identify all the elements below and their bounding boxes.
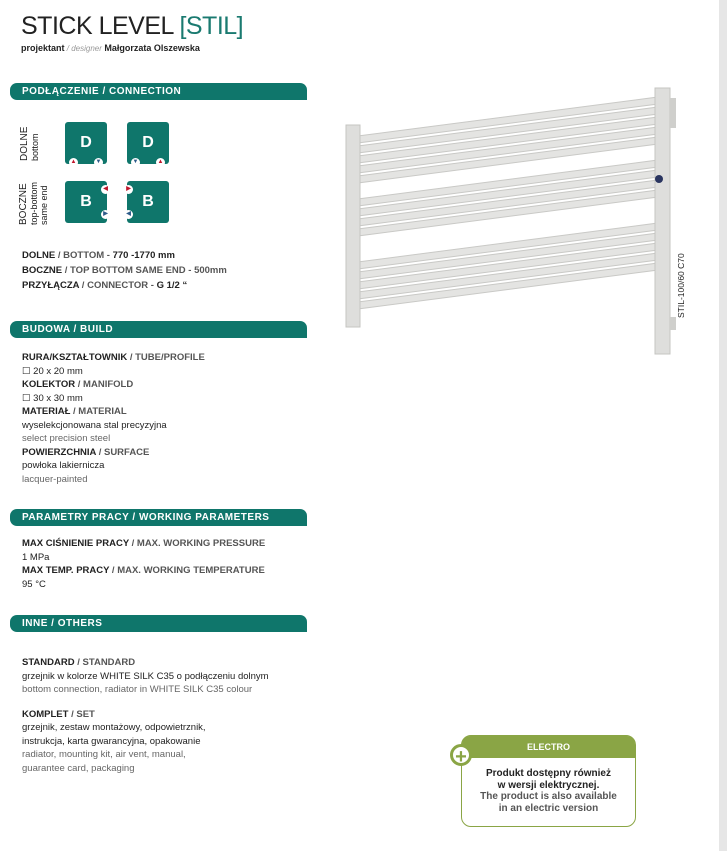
page-title: STICK LEVEL [STIL] <box>21 12 244 40</box>
section-params-heading: PARAMETRY PRACY / WORKING PARAMETERS <box>10 509 307 526</box>
plus-icon: + <box>450 744 472 766</box>
dolne-label: DOLNE bottom <box>19 126 40 161</box>
wall-bracket-top <box>670 98 676 128</box>
outlet-arrow-icon: ◀ <box>124 210 133 219</box>
outlet-arrow-icon: ▶ <box>101 210 110 219</box>
page-edge <box>719 0 727 851</box>
wall-bracket-bottom <box>670 317 676 330</box>
designer-line: projektant / designer Małgorzata Olszewska <box>21 43 200 53</box>
outlet-arrow-icon: ▼ <box>95 159 102 165</box>
air-vent-icon <box>655 175 663 183</box>
params-specs: MAX CIŚNIENIE PRACY / MAX. WORKING PRESSURE 1 MPa MAX TEMP. PRACY / MAX. WORKING TEMPERATURE 95 °C <box>22 538 266 590</box>
boczne-label: BOCZNE top-bottom same end <box>18 181 49 225</box>
connection-tile-side-1: B ◀ ▶ <box>65 181 107 223</box>
inlet-arrow-icon: ▲ <box>70 159 77 165</box>
left-manifold <box>346 125 360 327</box>
section-connection-heading: PODŁĄCZENIE / CONNECTION <box>10 83 307 100</box>
connection-tile-bottom-1: D ▲ ▼ <box>65 122 107 164</box>
electro-heading: ELECTRO <box>462 736 635 758</box>
electro-box: ELECTRO + Produkt dostępny również w wersji elektrycznej. The product is also available in an electric version <box>461 735 636 827</box>
connection-tile-side-2: B ▶ ◀ <box>127 181 169 223</box>
radiator-image <box>340 85 680 360</box>
inlet-arrow-icon: ▲ <box>157 159 164 165</box>
section-build-heading: BUDOWA / BUILD <box>10 321 307 338</box>
build-specs: RURA/KSZTAŁTOWNIK / TUBE/PROFILE ☐ 20 x 20 mm KOLEKTOR / MANIFOLD ☐ 30 x 30 mm MATERIAŁ / MATERIAL wyselekcjonowana stal precyzyjna select precision steel POWIERZCHNIA / SURFACE powłoka lakiernicza lacquer-painted <box>22 352 205 485</box>
right-manifold <box>655 88 670 354</box>
inlet-arrow-icon: ▶ <box>124 185 133 194</box>
others-specs: STANDARD / STANDARD grzejnik w kolorze WHITE SILK C35 o podłączeniu dolnym bottom connection, radiator in WHITE SILK C35 colour KOMPLET / SET grzejnik, zestaw montażowy, odpowietrznik, instrukcja, karta gwarancyjna, opakowanie radiator, mounting kit, air vent, manual, guarantee card, packaging <box>22 657 269 774</box>
connection-tile-bottom-2: D ▼ ▲ <box>127 122 169 164</box>
product-code: STIL-100/60 C70 <box>676 253 686 318</box>
inlet-arrow-icon: ◀ <box>101 185 110 194</box>
section-others-heading: INNE / OTHERS <box>10 615 307 632</box>
connection-specs: DOLNE / BOTTOM - 770 -1770 mm BOCZNE / TOP BOTTOM SAME END - 500mm PRZYŁĄCZA / CONNECTOR - G 1/2 “ <box>22 250 227 291</box>
outlet-arrow-icon: ▼ <box>132 159 139 165</box>
